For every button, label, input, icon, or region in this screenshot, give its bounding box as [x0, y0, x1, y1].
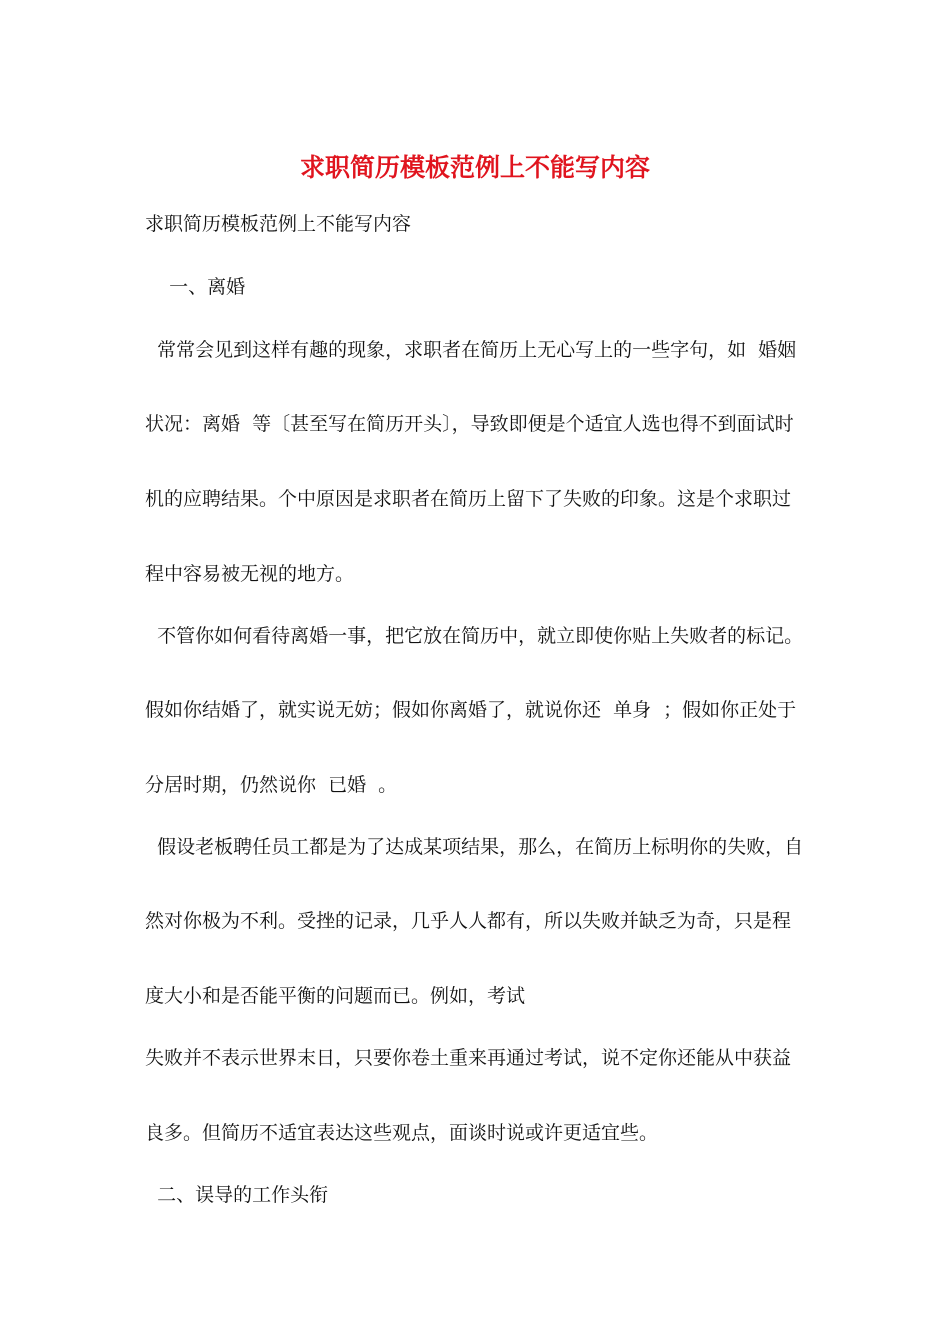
paragraph-line: 分居时期，仍然说你 已婚 。: [145, 774, 398, 796]
paragraph-line: 然对你极为不利。受挫的记录，几乎人人都有，所以失败并缺乏为奇，只是程: [145, 910, 792, 932]
paragraph-line: 常常会见到这样有趣的现象，求职者在简历上无心写上的一些字句，如 婚姻: [145, 339, 797, 361]
paragraph-line: 良多。但简历不适宜表达这些观点，面谈时说或许更适宜些。: [145, 1122, 659, 1144]
section-heading-divorce: 一、离婚: [145, 276, 246, 298]
document-title: 求职简历模板范例上不能写内容: [299, 153, 650, 182]
paragraph-line: 假设老板聘任员工都是为了达成某项结果，那么，在简历上标明你的失败，自: [145, 836, 804, 858]
paragraph-line: 度大小和是否能平衡的问题而已。例如，考试: [145, 985, 526, 1007]
paragraph-line: 状况：离婚 等〔甚至写在简历开头〕，导致即便是个适宜人选也得不到面试时: [145, 413, 794, 435]
paragraph-line: 机的应聘结果。个中原因是求职者在简历上留下了失败的印象。这是个求职过: [145, 488, 792, 510]
paragraph-line: 假如你结婚了，就实说无妨；假如你离婚了，就说你还 单身 ；假如你正处于: [145, 699, 797, 721]
paragraph-line: 不管你如何看待离婚一事，把它放在简历中，就立即使你贴上失败者的标记。: [145, 625, 804, 647]
paragraph-line: 失败并不表示世界末日，只要你卷土重来再通过考试，说不定你还能从中获益: [145, 1047, 792, 1069]
subtitle-line: 求职简历模板范例上不能写内容: [145, 213, 412, 235]
section-heading-job-title: 二、误导的工作头衔: [145, 1184, 329, 1206]
paragraph-line: 程中容易被无视的地方。: [145, 563, 355, 585]
